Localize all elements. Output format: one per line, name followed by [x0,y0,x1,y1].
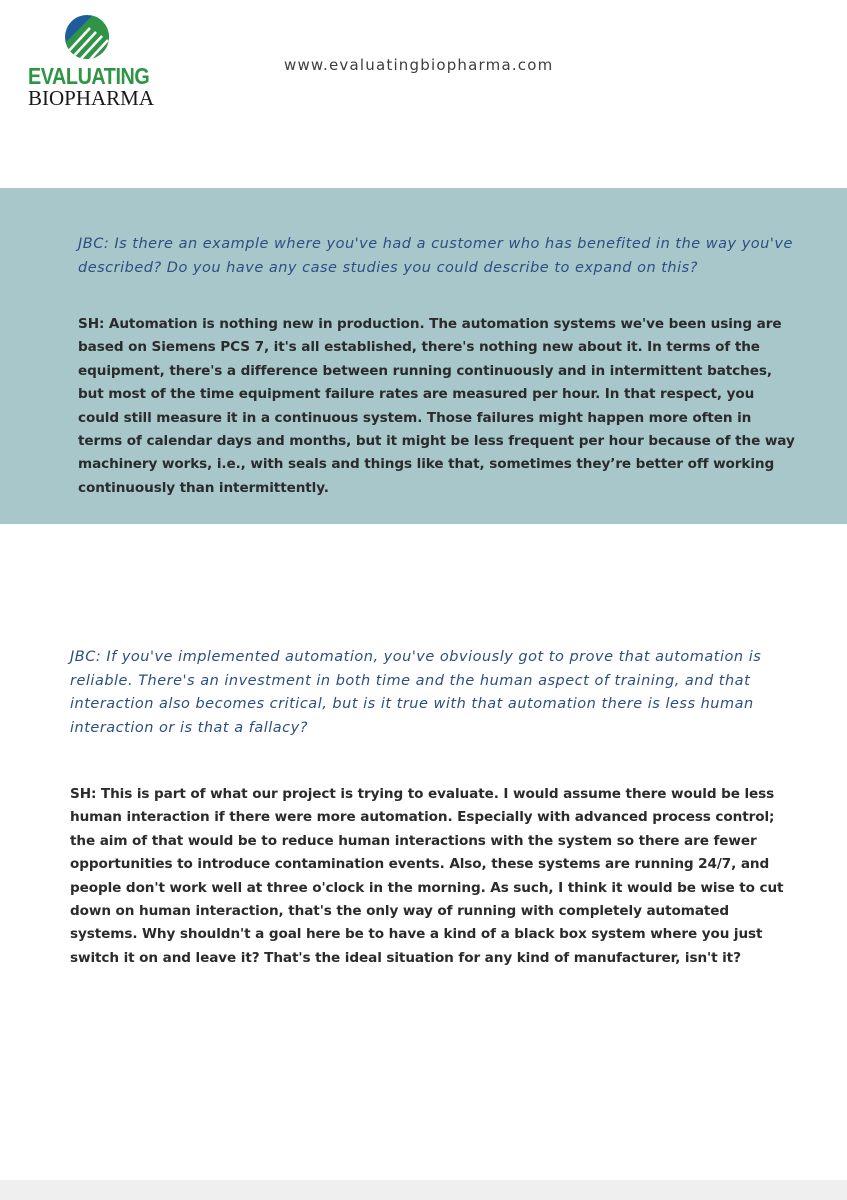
logo-globe-icon [64,14,110,60]
website-url: www.evaluatingbiopharma.com [284,56,554,74]
footer-bar [0,1180,847,1200]
interview-answer-1: SH: Automation is nothing new in production. The automation systems we've been using are based on Siemens PCS 7, it's all established, there's nothing new about it. In terms of the equipment, there's a difference between running continuously and in intermittent batches, but most of the time equipment failure rates are measured per hour. In that respect, you could still measure it in a continuous system. Those failures might happen more often in terms of calendar days and months, but it might be less frequent per hour because of the way machinery works, i.e., with seals and things like that, sometimes they’re better off working continuously than intermittently. [78,316,795,496]
logo-text-biopharma: BIOPHARMA [28,86,155,110]
interview-answer-2: SH: This is part of what our project is trying to evaluate. I would assume there would be less human interaction if there were more automation. Especially with advanced process control; the aim of that would be to reduce human interactions with the system so there are fewer opportunities to introduce contamination events. Also, these systems are running 24/7, and people don't work well at three o'clock in the morning. As such, I think it would be wise to cut down on human interaction, that's the only way of running with completely automated systems. Why shouldn't a goal here be to have a kind of a black box system where you just switch it on and leave it? That's the ideal situation for any kind of manufacturer, isn't it? [70,786,784,966]
interview-question-2: JBC: If you've implemented automation, you've obviously got to prove that automation is reliable. There's an investment in both time and the human aspect of training, and that interaction also becomes critical, but is it true with that automation there is less human interaction or is that a fallacy? [70,649,762,736]
interview-question-1: JBC: Is there an example where you've had a customer who has benefited in the way you've described? Do you have any case studies you could describe to expand on this? [78,236,793,276]
logo-text-evaluating: EVALUATING [28,63,150,89]
evaluating-biopharma-logo [26,14,156,110]
